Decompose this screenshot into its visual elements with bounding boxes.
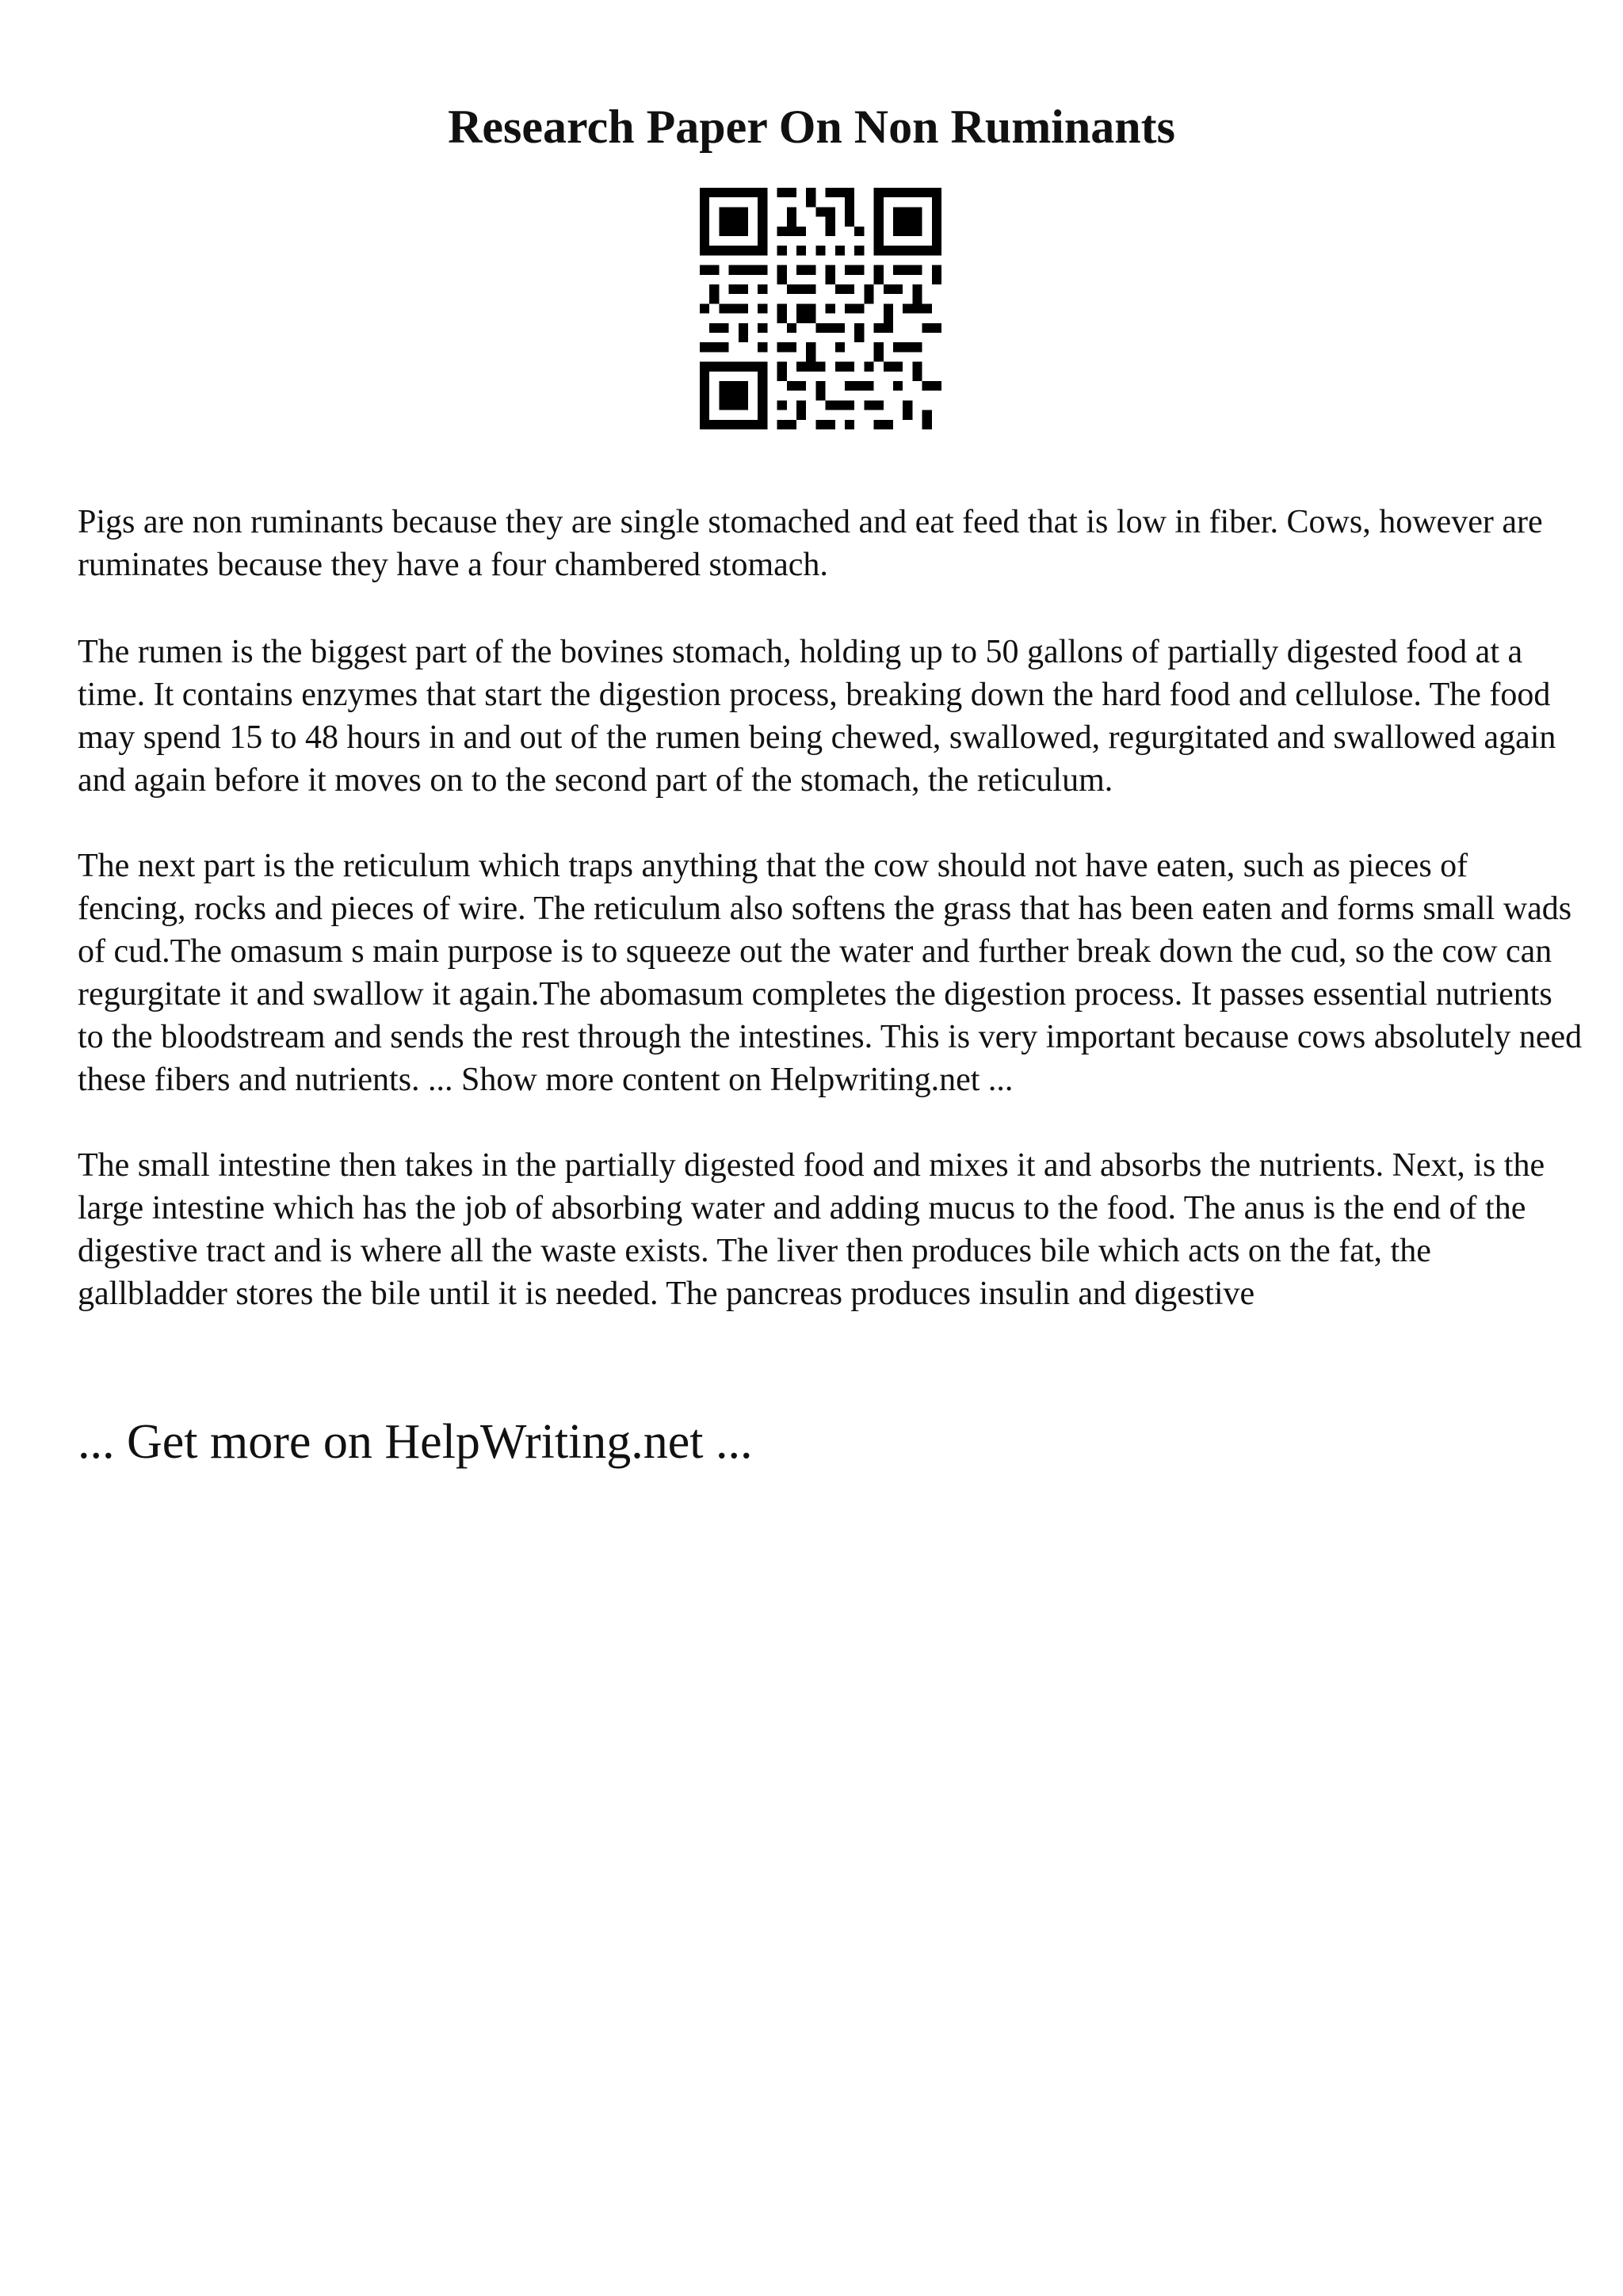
get-more-link[interactable]: ... Get more on HelpWriting.net ...	[78, 1415, 753, 1469]
paragraph-rumen: The rumen is the biggest part of the bovines stomach, holding up to 50 gallons of partially digested food at a time. It contains enzymes that start the digestion process, breaking down the hard food and cellulose. The food may spend 15 to 48 hours in and out of the rumen being chewed, swallowed, regurgitated and swallowed again and again before it moves on to the second part of the stomach, the reticulum.	[78, 634, 1556, 799]
page-title: Research Paper On Non Ruminants	[448, 101, 1175, 153]
paragraph-intestine: The small intestine then takes in the partially digested food and mixes it and absorbs the nutrients. Next, is the large intestine which has the job of absorbing water and adding mucus to the food. The anus is the end of the digestive tract and is where all the waste exists. The liver then produces bile which acts on the fat, the gallbladder stores the bile until it is needed. The pancreas produces insulin and digestive	[78, 1147, 1545, 1312]
qr-code-icon	[700, 188, 941, 429]
paragraph-intro: Pigs are non ruminants because they are single stomached and eat feed that is low in fiber. Cows, however are ruminates because they have a four chambered stomach.	[78, 504, 1543, 583]
qr-code	[700, 188, 941, 429]
paragraph-reticulum: The next part is the reticulum which traps anything that the cow should not have eaten, such as pieces of fencing, rocks and pieces of wire. The reticulum also softens the grass that has been eaten and forms small wads of cud.The omasum s main purpose is to squeeze out the water and further break down the cud, so the cow can regurgitate it and swallow it again.The abomasum completes the digestion process. It passes essential nutrients to the bloodstream and sends the rest through the intestines. This is very important because cows absolutely need these fibers and nutrients. ... Show more content on Helpwriting.net ...	[78, 848, 1583, 1098]
